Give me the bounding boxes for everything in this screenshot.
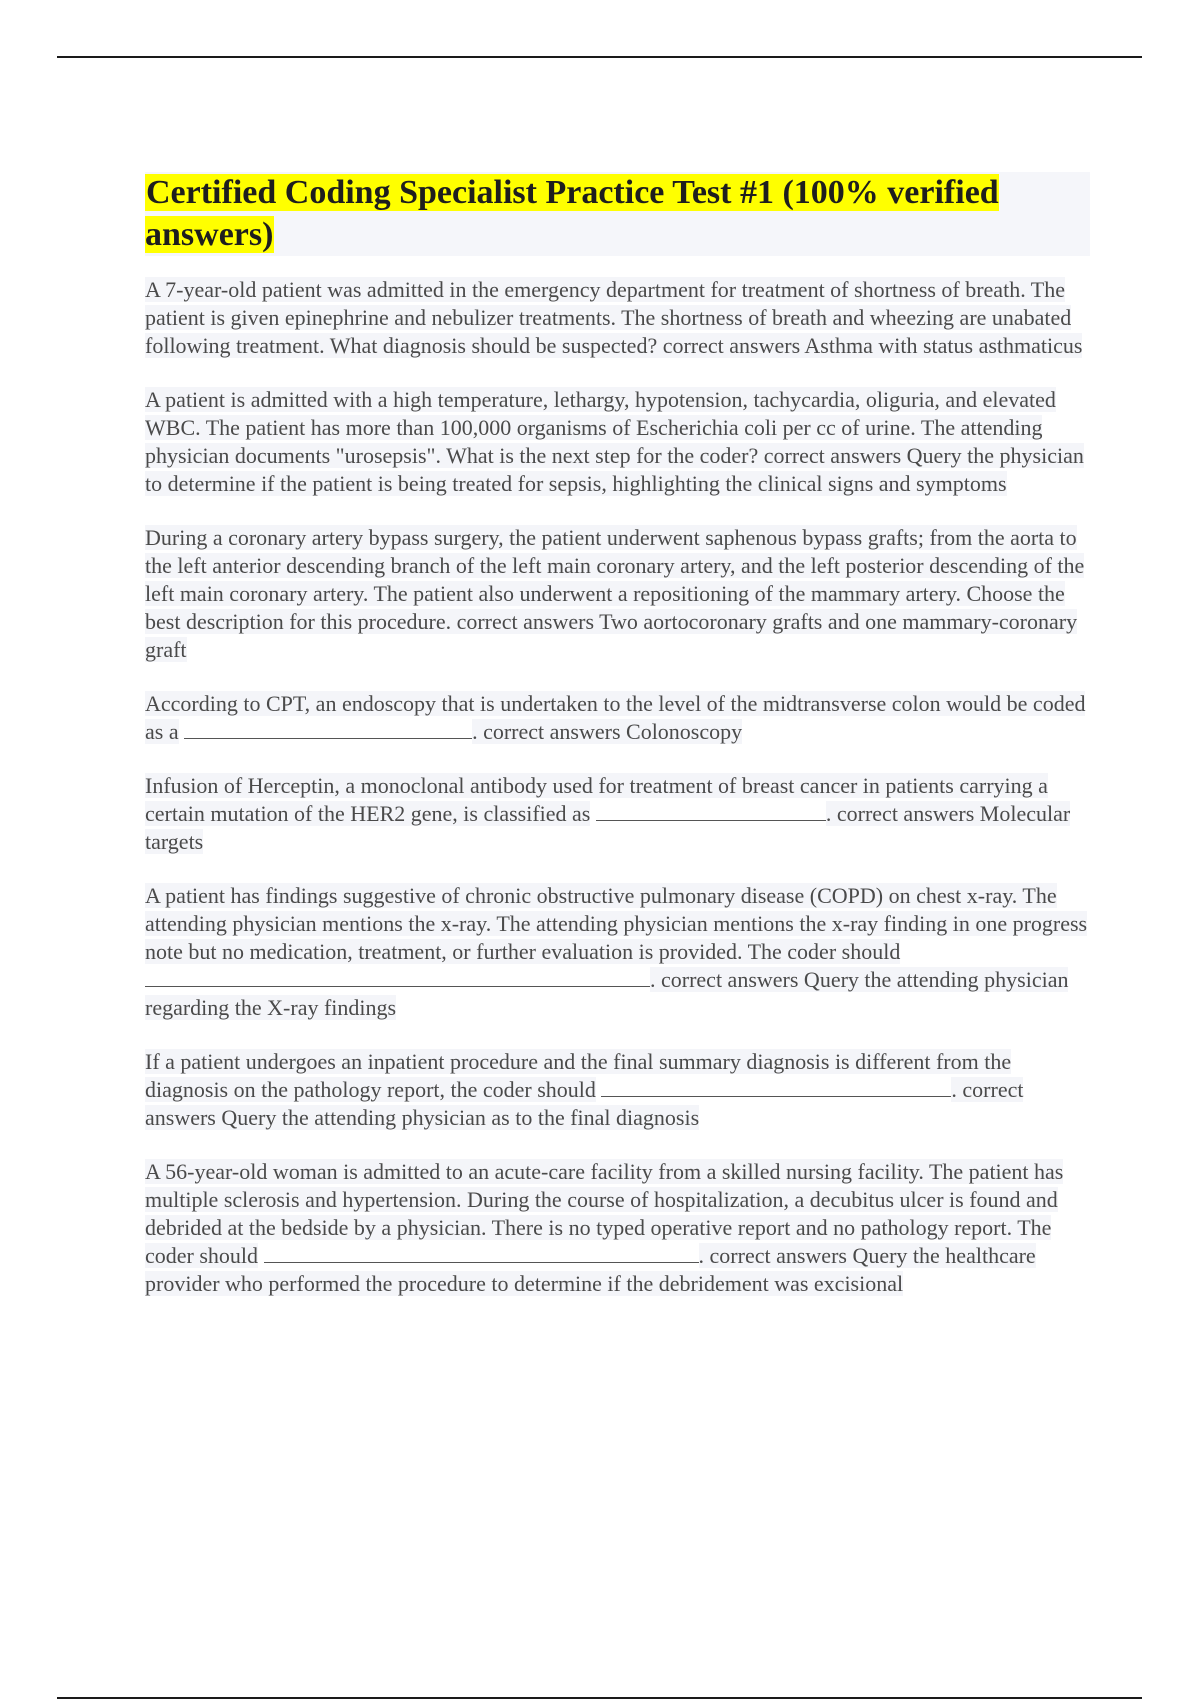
page-title [145, 172, 1090, 256]
bottom-rule [57, 1697, 1142, 1699]
qa-item-6 [145, 882, 1090, 1022]
answer-blank [184, 718, 472, 739]
qa-text-after: . correct answers Query the healthcare provider who performed the procedure to determine if the debridement was excisional [145, 1243, 1036, 1296]
answer-blank [596, 800, 826, 821]
qa-item-4 [145, 690, 1090, 746]
qa-text-before: Infusion of Herceptin, a monoclonal antibody used for treatment of breast cancer in patients carrying a certain mutation of the HER2 gene, is classified as [145, 773, 1048, 826]
qa-item-7 [145, 1048, 1090, 1132]
qa-text-before: If a patient undergoes an inpatient procedure and the final summary diagnosis is different from the diagnosis on the pathology report, the coder should [145, 1049, 1012, 1102]
answer-blank [145, 966, 650, 987]
qa-text-before: According to CPT, an endoscopy that is undertaken to the level of the midtransverse colon would be coded as a [145, 691, 1086, 744]
qa-text: During a coronary artery bypass surgery, the patient underwent saphenous bypass grafts; from the aorta to the left anterior descending branch of the left main coronary artery, and the left posterior descending of the left main coronary artery. The patient also underwent a repositioning of the mammary artery. Choose the best description for this procedure. correct answers Two aortocoronary grafts and one mammary-coronary graft [145, 525, 1085, 662]
qa-text-after: . correct answers Query the attending physician as to the final diagnosis [145, 1077, 1024, 1130]
qa-text-after: . correct answers Query the attending physician regarding the X-ray findings [145, 967, 1069, 1020]
qa-item-2 [145, 386, 1090, 498]
document-body [145, 172, 1090, 1324]
qa-text-before: A 56-year-old woman is admitted to an acute-care facility from a skilled nursing facility. The patient has multiple sclerosis and hypertension. During the course of hospitalization, a decubitus ulcer is found and debrided at the bedside by a physician. There is no typed operative report and no pathology report. The coder should [145, 1159, 1064, 1268]
qa-text: A 7-year-old patient was admitted in the emergency department for treatment of shortness of breath. The patient is given epinephrine and nebulizer treatments. The shortness of breath and wheezing are unabated following treatment. What diagnosis should be suspected? correct answers Asthma with status asthmaticus [145, 277, 1083, 358]
answer-blank [601, 1076, 951, 1097]
qa-text-after: . correct answers Molecular targets [145, 801, 1071, 854]
qa-item-5 [145, 772, 1090, 856]
title-highlight: Certified Coding Specialist Practice Test #1 (100% verified answers) [145, 174, 999, 253]
qa-item-3 [145, 524, 1090, 664]
qa-item-8 [145, 1158, 1090, 1298]
qa-item-1 [145, 276, 1090, 360]
qa-text-before: A patient has findings suggestive of chronic obstructive pulmonary disease (COPD) on chest x-ray. The attending physician mentions the x-ray. The attending physician mentions the x-ray finding in one progress note but no medication, treatment, or further evaluation is provided. The coder should [145, 883, 1088, 964]
qa-text: A patient is admitted with a high temperature, lethargy, hypotension, tachycardia, oliguria, and elevated WBC. The patient has more than 100,000 organisms of Escherichia coli per cc of urine. The attending physician documents "urosepsis". What is the next step for the coder? correct answers Query the physician to determine if the patient is being treated for sepsis, highlighting the clinical signs and symptoms [145, 387, 1084, 496]
top-rule [57, 56, 1142, 58]
answer-blank [264, 1242, 699, 1263]
qa-text-after: . correct answers Colonoscopy [472, 719, 743, 744]
title-band [145, 172, 1090, 256]
